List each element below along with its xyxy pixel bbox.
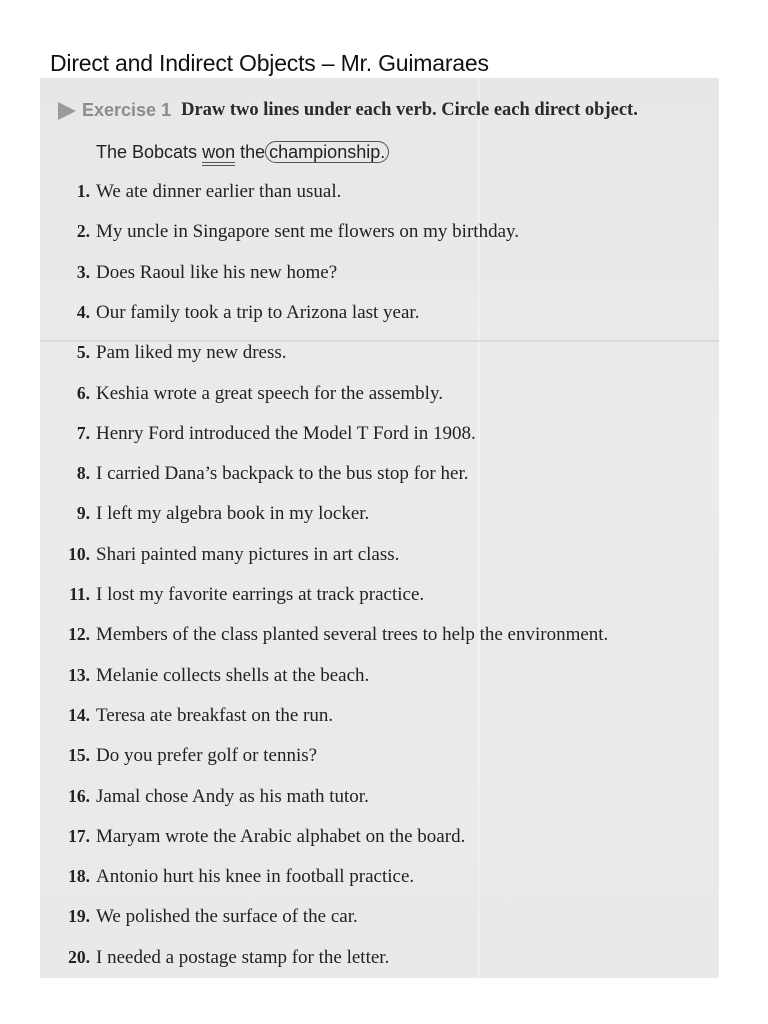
exercise-item	[40, 665, 369, 687]
example-direct-object: championship.	[265, 141, 389, 163]
exercise-header	[58, 100, 638, 121]
item-number: 11.	[69, 584, 90, 604]
item-number: 13.	[68, 664, 90, 685]
triangle-marker-icon	[58, 102, 76, 120]
example-sentence	[96, 141, 389, 166]
item-number: 7.	[76, 422, 90, 443]
item-number: 10.	[68, 543, 90, 564]
item-number: 12.	[68, 624, 90, 645]
item-sentence: I needed a postage stamp for the letter.	[96, 946, 390, 968]
item-number: 3.	[76, 261, 90, 282]
item-sentence: We polished the surface of the car.	[96, 906, 358, 928]
item-number: 4.	[76, 301, 90, 322]
item-number: 1.	[76, 181, 90, 201]
item-sentence: Pam liked my new dress.	[96, 342, 287, 364]
scanned-worksheet	[40, 78, 719, 978]
item-number: 5.	[76, 342, 90, 363]
exercise-item	[40, 383, 443, 405]
item-sentence: Does Raoul like his new home?	[96, 261, 338, 283]
item-number: 8.	[76, 463, 90, 484]
item-sentence: Members of the class planted several trees to help the environment.	[96, 624, 609, 646]
exercise-item	[40, 463, 468, 485]
item-sentence: I carried Dana’s backpack to the bus stop for her.	[96, 463, 469, 485]
item-sentence: I lost my favorite earrings at track practice.	[96, 584, 425, 605]
item-sentence: Maryam wrote the Arabic alphabet on the board.	[96, 825, 466, 847]
item-sentence: Our family took a trip to Arizona last year.	[96, 301, 420, 323]
exercise-item	[40, 544, 399, 566]
item-number: 2.	[76, 221, 90, 242]
item-sentence: Teresa ate breakfast on the run.	[96, 704, 334, 726]
exercise-item	[40, 302, 419, 324]
item-number: 17.	[68, 825, 90, 846]
item-sentence: Do you prefer golf or tennis?	[96, 745, 318, 767]
exercise-item	[40, 745, 317, 767]
item-sentence: We ate dinner earlier than usual.	[96, 181, 342, 202]
item-sentence: Antonio hurt his knee in football practice.	[96, 866, 415, 888]
example-article: the	[240, 142, 266, 162]
item-sentence: Keshia wrote a great speech for the assembly.	[96, 382, 443, 404]
exercise-item	[40, 503, 369, 525]
item-number: 19.	[68, 906, 90, 927]
exercise-item	[40, 584, 424, 606]
item-sentence: I left my algebra book in my locker.	[96, 503, 370, 525]
item-number: 15.	[68, 745, 90, 766]
item-sentence: Jamal chose Andy as his math tutor.	[96, 785, 369, 807]
exercise-item	[40, 826, 465, 848]
exercise-item	[40, 181, 341, 203]
exercise-item	[40, 866, 414, 888]
item-number: 16.	[68, 785, 90, 806]
example-subject: The Bobcats	[96, 142, 198, 162]
exercise-item	[40, 705, 333, 727]
paper-fold-vertical	[478, 78, 480, 978]
exercise-label: Exercise 1	[82, 100, 172, 120]
exercise-instruction: Draw two lines under each verb. Circle each direct object.	[181, 100, 638, 120]
item-number: 18.	[68, 866, 90, 887]
item-number: 14.	[68, 704, 90, 725]
exercise-item	[40, 786, 369, 808]
item-sentence: Melanie collects shells at the beach.	[96, 664, 370, 686]
item-number: 9.	[76, 503, 90, 524]
example-verb: won	[202, 142, 235, 166]
exercise-item	[40, 262, 337, 284]
page-title: Direct and Indirect Objects – Mr. Guimaraes	[50, 50, 489, 76]
exercise-item	[40, 221, 519, 243]
exercise-item	[40, 906, 358, 928]
exercise-item	[40, 342, 287, 364]
exercise-item	[40, 947, 389, 969]
item-number: 20.	[68, 946, 90, 967]
exercise-item	[40, 624, 608, 646]
item-sentence: My uncle in Singapore sent me flowers on my birthday.	[96, 221, 520, 243]
exercise-item	[40, 423, 476, 445]
item-number: 6.	[76, 382, 90, 403]
item-sentence: Shari painted many pictures in art class.	[96, 543, 400, 565]
item-sentence: Henry Ford introduced the Model T Ford in 1908.	[96, 422, 476, 444]
